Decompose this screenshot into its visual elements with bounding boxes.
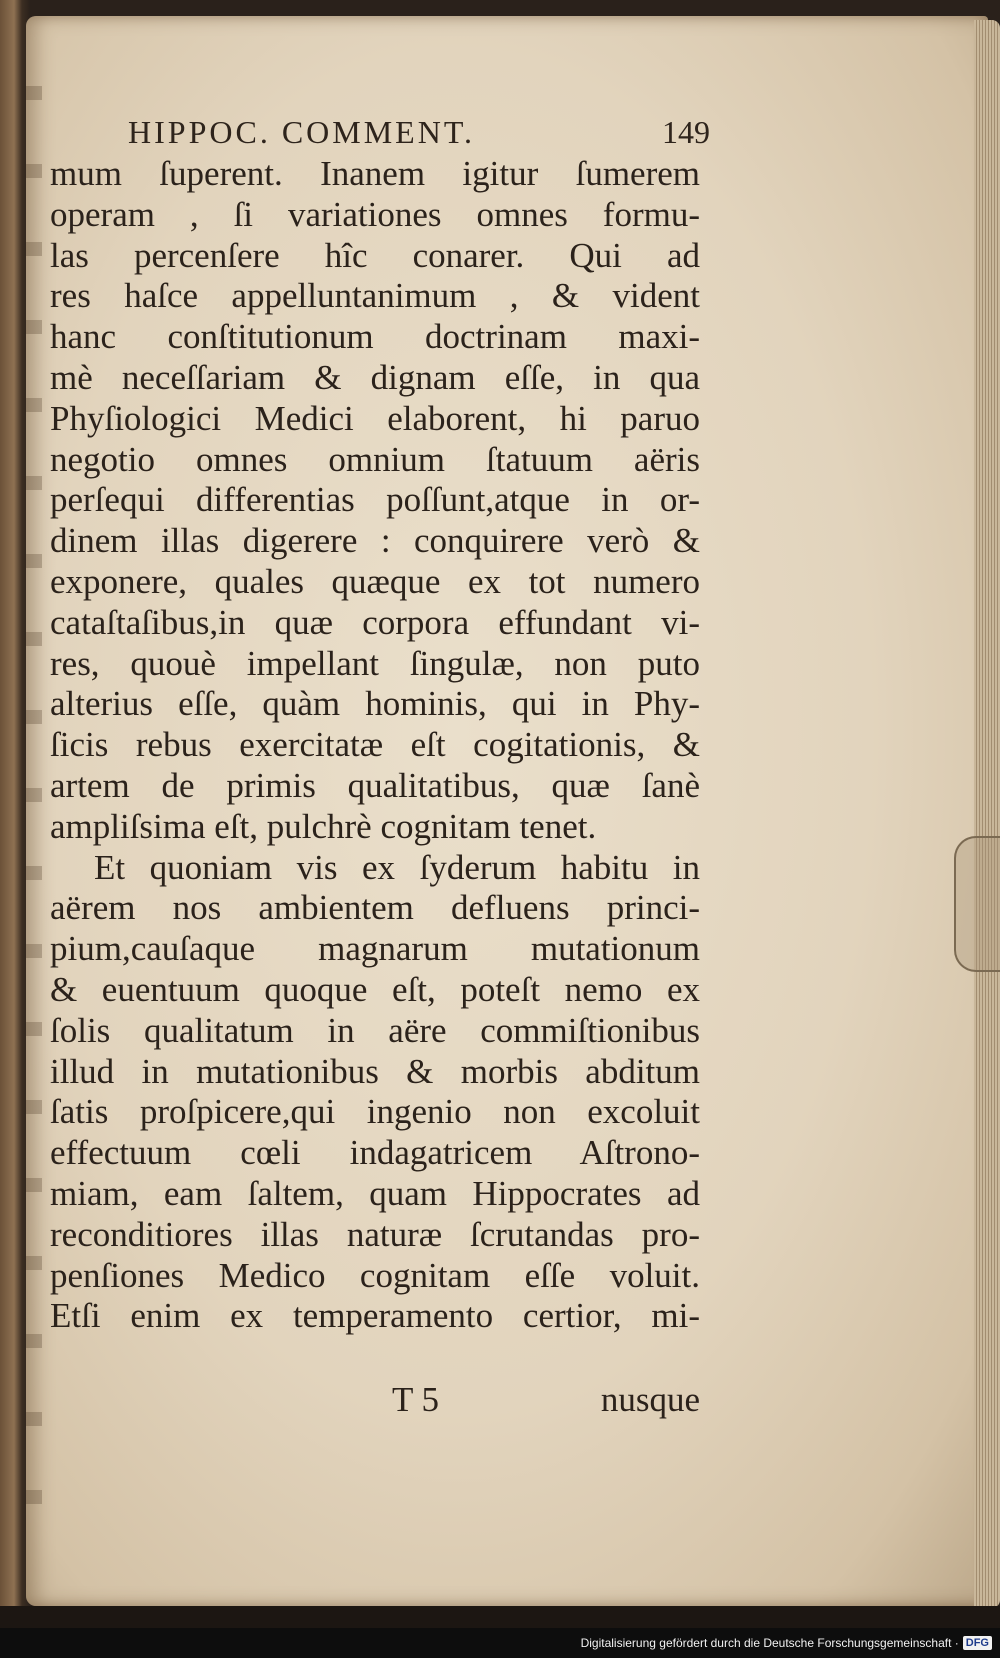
text-line: Etſi enim ex temperamento certior, mi- (50, 1296, 700, 1336)
text-line: ſatis proſpicere,qui ingenio non excoluit (50, 1092, 700, 1132)
page-footer (50, 1380, 700, 1424)
text-line: operam , ſi variationes omnes formu- (50, 194, 700, 234)
running-header (128, 114, 710, 154)
text-line: alterius eſſe, quàm hominis, qui in Phy- (50, 684, 700, 724)
text-line: res haſce appelluntanimum , & vident (50, 276, 700, 316)
text-line: & euentuum quoque eſt, poteſt nemo ex (50, 969, 700, 1009)
text-line: negotio omnes omnium ſtatuum aëris (50, 439, 700, 479)
text-line: Phyſiologici Medici elaborent, hi paruo (50, 398, 700, 438)
catchword: nusque (600, 1380, 700, 1419)
dfg-logo: DFG (963, 1636, 992, 1650)
body-text (50, 154, 700, 1337)
text-line: pium,cauſaque magnarum mutationum (50, 929, 700, 969)
page-edges (974, 20, 1000, 1608)
text-line: reconditiores illas naturæ ſcrutandas pro- (50, 1214, 700, 1254)
text-line: res, quouè impellant ſingulæ, non puto (50, 643, 700, 683)
page-number: 149 (662, 114, 710, 150)
text-line: Et quoniam vis ex ſyderum habitu in (94, 847, 700, 887)
text-line: effectuum cœli indagatricem Aſtrono- (50, 1133, 700, 1173)
text-line: ampliſsima eſt, pulchrè cognitam tenet. (50, 806, 597, 846)
text-line: cataſtaſibus,in quæ corpora effundant vi- (50, 602, 700, 642)
digitization-credit (581, 1634, 992, 1652)
text-line: las percenſere hîc conarer. Qui ad (50, 235, 700, 275)
signature-mark: T 5 (392, 1380, 439, 1419)
text-line: ſicis rebus exercitatæ eſt cogitationis, & (50, 725, 700, 765)
thumb-tab (954, 836, 1000, 972)
text-line: aërem nos ambientem defluens princi- (50, 888, 700, 928)
text-line: perſequi differentias poſſunt,atque in or- (50, 480, 700, 520)
text-line: ſolis qualitatum in aëre commiſtionibus (50, 1010, 700, 1050)
running-title: HIPPOC. COMMENT. (128, 114, 475, 150)
text-line: dinem illas digerere : conquirere verò & (50, 521, 700, 561)
text-line: exponere, quales quæque ex tot numero (50, 561, 700, 601)
text-line: mum ſuperent. Inanem igitur ſumerem (50, 154, 700, 193)
text-line: mè neceſſariam & dignam eſſe, in qua (50, 357, 700, 397)
text-line: artem de primis qualitatibus, quæ ſanè (50, 765, 700, 805)
scan-bottom-band (0, 1606, 1000, 1628)
credit-text: Digitalisierung gefördert durch die Deutsche Forschungsgemeinschaft · (580, 1636, 959, 1650)
text-line: miam, eam ſaltem, quam Hippocrates ad (50, 1173, 700, 1213)
text-line: illud in mutationibus & morbis abditum (50, 1051, 700, 1091)
show-through-fragments (26, 56, 42, 1556)
text-line: hanc conſtitutionum doctrinam maxi- (50, 317, 700, 357)
text-line: penſiones Medico cognitam eſſe voluit. (50, 1255, 700, 1295)
